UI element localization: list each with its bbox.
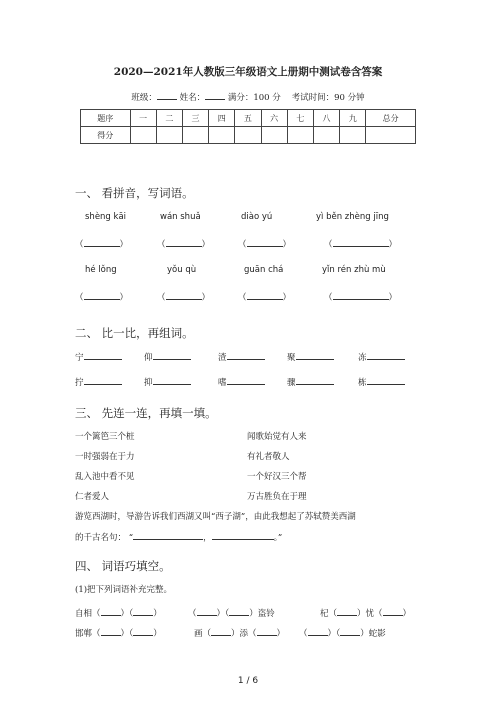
score-cell: 四 [209, 110, 235, 127]
compare-item[interactable]: 仰 [144, 350, 191, 363]
score-input-cell[interactable] [261, 127, 287, 144]
answer-blank[interactable]: （ ） [75, 290, 128, 303]
answer-blank[interactable]: （ ） [238, 290, 291, 303]
answer-blank[interactable]: （ ） [75, 237, 128, 250]
pinyin-item: hé lǒng [85, 265, 117, 275]
compare-item[interactable]: 宁 [75, 350, 122, 363]
match-left-item[interactable]: 一时强弱在于力 [75, 452, 135, 462]
paragraph-line: 游览西湖时，导游告诉我们西湖又叫“西子湖”，由此我想起了苏轼赞美西湖 [75, 512, 356, 522]
score-value-row [81, 127, 416, 144]
pinyin-item: yǐn rén zhù mù [322, 265, 386, 275]
compare-item[interactable]: 抑 [144, 375, 191, 388]
answer-blank[interactable]: （ ） [238, 237, 291, 250]
score-cell: 九 [340, 110, 366, 127]
pinyin-item: yǒu qù [167, 265, 197, 275]
section4-subheading: (1)把下列词语补充完整。 [75, 585, 173, 595]
score-input-cell[interactable] [366, 127, 416, 144]
score-input-cell[interactable] [287, 127, 313, 144]
score-input-cell[interactable] [182, 127, 208, 144]
pinyin-item: guān chá [244, 265, 284, 275]
compare-item[interactable]: 骤 [287, 375, 334, 388]
compare-item[interactable]: 嗜 [218, 375, 265, 388]
answer-blank[interactable]: （ ） [324, 290, 397, 303]
idiom-fill[interactable]: （ ）（ ）蛇影 [299, 626, 386, 639]
score-header-row [81, 110, 416, 127]
match-right-item[interactable]: 万古胜负在于理 [247, 492, 307, 502]
match-left-item[interactable]: 乱入池中看不见 [75, 472, 135, 482]
score-cell: 二 [156, 110, 182, 127]
compare-item[interactable]: 聚 [287, 350, 334, 363]
name-blank [205, 90, 225, 100]
answer-blank[interactable]: （ ） [324, 237, 397, 250]
compare-item[interactable]: 栋 [358, 375, 405, 388]
compare-item[interactable]: 冻 [358, 350, 405, 363]
score-cell: 一 [130, 110, 156, 127]
score-cell: 六 [261, 110, 287, 127]
poem-fill-line[interactable]: 的千古名句： “ ， 。” [75, 530, 282, 543]
match-right-item[interactable]: 闻歌始觉有人来 [247, 432, 307, 442]
score-input-cell[interactable] [313, 127, 339, 144]
score-cell: 总分 [366, 110, 416, 127]
exam-info [0, 90, 496, 103]
pinyin-item: diào yú [241, 212, 273, 222]
score-cell: 七 [287, 110, 313, 127]
section1-heading: 一、 看拼音，写词语。 [75, 186, 194, 200]
idiom-fill[interactable]: 杞（ ）忧（ ） [320, 606, 411, 619]
section3-heading: 三、 先连一连，再填一填。 [75, 406, 217, 420]
match-left-item[interactable]: 仁者爱人 [75, 492, 110, 502]
score-input-cell[interactable] [156, 127, 182, 144]
section4-heading: 四、 词语巧填空。 [75, 559, 171, 573]
full-score: 满分：100 分 [227, 93, 281, 103]
score-input-cell[interactable] [209, 127, 235, 144]
class-label: 班级： [131, 93, 157, 103]
match-right-item[interactable]: 有礼者敬人 [247, 452, 290, 462]
match-right-item[interactable]: 一个好汉三个帮 [247, 472, 307, 482]
score-cell: 三 [182, 110, 208, 127]
score-input-cell[interactable] [340, 127, 366, 144]
exam-time: 考试时间：90 分钟 [291, 93, 365, 103]
match-left-item[interactable]: 一个篱笆三个桩 [75, 432, 135, 442]
section2-heading: 二、 比一比，再组词。 [75, 326, 194, 340]
idiom-fill[interactable]: （ ）（ ）盗铃 [188, 606, 275, 619]
score-cell: 八 [313, 110, 339, 127]
idiom-fill[interactable]: 画（ ）添（ ） [194, 626, 285, 639]
page-number: 1 / 6 [237, 676, 259, 686]
name-label: 姓名： [179, 93, 206, 103]
idiom-fill[interactable]: 邯郸（ ）（ ） [75, 626, 162, 639]
answer-blank[interactable]: （ ） [157, 290, 210, 303]
class-blank [157, 90, 177, 100]
idiom-fill[interactable]: 自相（ ）（ ） [75, 606, 162, 619]
score-input-cell[interactable] [235, 127, 261, 144]
score-cell: 得分 [81, 127, 131, 144]
answer-blank[interactable]: （ ） [157, 237, 210, 250]
score-table [80, 109, 416, 144]
score-input-cell[interactable] [130, 127, 156, 144]
pinyin-item: wán shuǎ [160, 212, 201, 222]
page-title: 2020—2021年人教版三年级语文上册期中测试卷含答案 [113, 66, 383, 78]
score-cell: 题序 [81, 110, 131, 127]
score-cell: 五 [235, 110, 261, 127]
compare-item[interactable]: 渣 [218, 350, 265, 363]
pinyin-item: yì běn zhèng jīng [316, 212, 389, 222]
compare-item[interactable]: 拧 [75, 375, 122, 388]
pinyin-item: shèng kāi [85, 212, 127, 222]
